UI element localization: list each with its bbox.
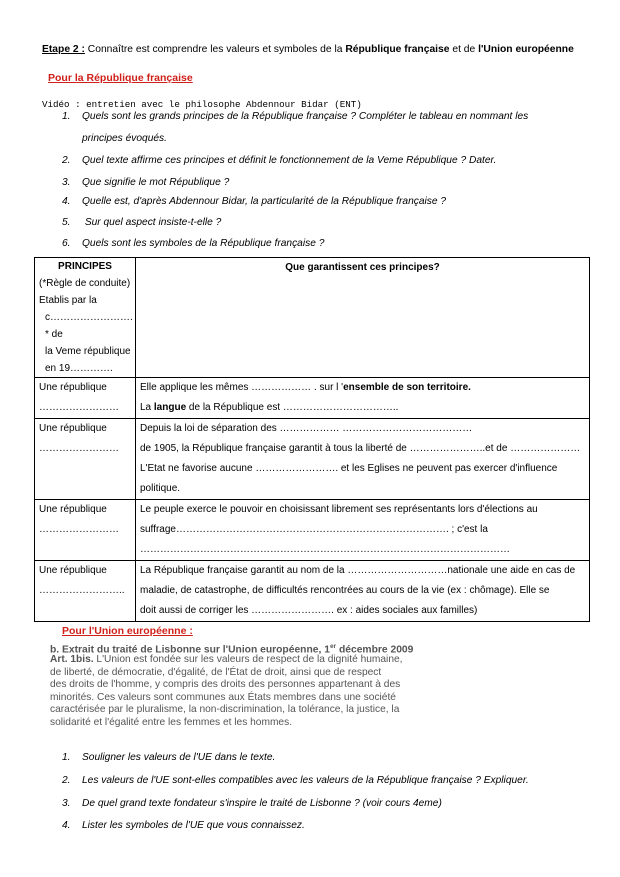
question-text: Souligner les valeurs de l'UE dans le texte. [82, 752, 276, 763]
question-number: 6. [62, 238, 71, 249]
header-principes: PRINCIPES [58, 261, 112, 272]
extract-line-text: L'Union est fondée sur les valeurs de respect de la dignité humaine, [93, 654, 403, 665]
row-right-cell [136, 419, 590, 500]
row-label: Une république [39, 382, 107, 393]
table-row [35, 561, 590, 622]
row-left-cell [35, 378, 136, 419]
extract-title-sup: er [329, 643, 337, 650]
row-label: Une république [39, 423, 107, 434]
text-part: La [140, 402, 154, 413]
question-fr-5 [62, 217, 221, 228]
row-left-cell [35, 500, 136, 561]
text-bold: langue [153, 402, 187, 413]
question-fr-4 [62, 196, 446, 207]
etape-text: Connaître est comprendre les valeurs et symboles de la [84, 44, 346, 55]
row-left-cell [35, 419, 136, 500]
etape-heading [42, 44, 602, 55]
question-fr-3 [62, 177, 229, 188]
question-text: Quel texte affirme ces principes et définit le fonctionnement de la Veme République ? Dater. [82, 155, 497, 166]
header-line: c……………………. * de [45, 312, 133, 340]
question-text: Sur quel aspect insiste-t-elle ? [82, 217, 222, 228]
extract-article-label: Art. 1bis. [50, 654, 94, 665]
question-fr-1 [62, 111, 528, 122]
header-right-cell [136, 258, 590, 378]
header-line: en 19…………. [45, 363, 113, 374]
table-header-row [35, 258, 590, 378]
extract-title-text: b. Extrait du traité de Lisbonne sur l'Union européenne, 1 [50, 644, 330, 656]
row-text-line: doit aussi de corriger les ……………………. ex : aides sociales aux familles) [140, 605, 478, 616]
row-label: Une république [39, 565, 107, 576]
row-text-line [140, 398, 585, 418]
row-right-cell [136, 500, 590, 561]
row-blank: …………………… [39, 402, 119, 413]
section-title-ue: Pour l'Union européenne : [62, 625, 193, 637]
extract-line: de liberté, de démocratie, d'égalité, de l'État de droit, ainsi que de respect [50, 666, 382, 678]
extract-line: caractérisée par le pluralisme, la non-discrimination, la tolérance, la justice, la [50, 704, 400, 716]
text-part: Elle applique les mêmes ……………… . sur l ' [140, 382, 344, 393]
etape-mid: et de [449, 44, 479, 55]
table-row [35, 500, 590, 561]
extract-line: des droits de l'homme, y compris des droits des personnes appartenant à des [50, 679, 401, 691]
question-text: Quelle est, d'après Abdennour Bidar, la particularité de la République française ? [82, 196, 447, 207]
header-line: (*Règle de conduite) [39, 278, 131, 289]
row-blank: …………………… [39, 443, 119, 454]
row-text-line: L'Etat ne favorise aucune ……………………. et les Eglises ne peuvent pas exercer d'influence [140, 463, 558, 474]
question-text: Quels sont les grands principes de la République française ? Compléter le tableau en nommant les [82, 111, 529, 122]
question-number: 3. [62, 798, 71, 809]
row-label: Une république [39, 504, 107, 515]
text-bold: ensemble de son territoire. [343, 382, 471, 393]
question-number: 5. [62, 217, 71, 228]
question-ue-4 [62, 820, 305, 831]
question-number: 1. [62, 111, 71, 122]
row-blank: …………………….. [39, 585, 125, 596]
question-number: 2. [62, 775, 71, 786]
section-title-republique: Pour la République française [48, 72, 193, 84]
question-number: 4. [62, 820, 71, 831]
row-text-line: Le peuple exerce le pouvoir en choisissant librement ses représentants lors d'élections au [140, 504, 538, 515]
etape-bold-republique: République française [345, 44, 450, 55]
row-text-line: Depuis la loi de séparation des ……………… ………………………………… [140, 423, 473, 434]
question-fr-6 [62, 238, 324, 249]
row-text-line: de 1905, la République française garantit à tous la liberté de …………………..et de ………………… [140, 443, 581, 454]
row-right-cell [136, 561, 590, 622]
question-ue-3 [62, 798, 442, 809]
row-right-cell [136, 378, 590, 419]
question-text: De quel grand texte fondateur s'inspire le traité de Lisbonne ? (voir cours 4eme) [82, 798, 442, 809]
question-text: Quels sont les symboles de la République française ? [82, 238, 325, 249]
row-text-line: suffrage………………………………………………………………………. ; c'est la [140, 524, 488, 535]
header-line: Etablis par la [39, 295, 97, 306]
row-blank: …………………… [39, 524, 119, 535]
row-text-line: ………………………………………………………………………………………………… [140, 544, 510, 555]
extract-line [50, 654, 582, 667]
header-line: la Veme république [45, 346, 131, 357]
question-text: Que signifie le mot République ? [82, 177, 230, 188]
table-row [35, 378, 590, 419]
question-fr-1-cont [62, 133, 167, 144]
extract-title-date: décembre 2009 [336, 644, 414, 656]
header-left-cell [35, 258, 136, 378]
question-ue-1 [62, 752, 275, 763]
video-line: Vidéo : entretien avec le philosophe Abdennour Bidar (ENT) [42, 99, 362, 110]
row-text-line: La République française garantit au nom de la …………………………nationale une aide en cas de [140, 565, 576, 576]
question-number: 4. [62, 196, 71, 207]
question-number: 1. [62, 752, 71, 763]
question-ue-2 [62, 775, 529, 786]
etape-label: Etape 2 : [42, 44, 85, 55]
question-number: 2. [62, 155, 71, 166]
question-text: principes évoqués. [82, 133, 167, 144]
question-fr-2 [62, 155, 496, 166]
question-text: Lister les symboles de l'UE que vous connaissez. [82, 820, 305, 831]
text-part: de la République est …………………………….. [186, 402, 399, 413]
extract-line: solidarité et l'égalité entre les femmes et les hommes. [50, 716, 293, 728]
row-text-line: maladie, de catastrophe, de difficultés rencontrées au cours de la vie (ex : chômage). Elle se [140, 585, 550, 596]
etape-bold-ue: l'Union européenne [478, 44, 574, 55]
extract-body [50, 654, 582, 730]
question-text: Les valeurs de l'UE sont-elles compatibles avec les valeurs de la République française ? Expliquer. [82, 775, 529, 786]
question-number: 3. [62, 177, 71, 188]
row-text-line [140, 378, 585, 398]
header-question: Que garantissent ces principes? [285, 262, 440, 273]
row-left-cell [35, 561, 136, 622]
extract-line: minorités. Ces valeurs sont communes aux États membres dans une société [50, 691, 396, 703]
row-text-line: politique. [140, 483, 181, 494]
table-row [35, 419, 590, 500]
principles-table [34, 257, 590, 622]
